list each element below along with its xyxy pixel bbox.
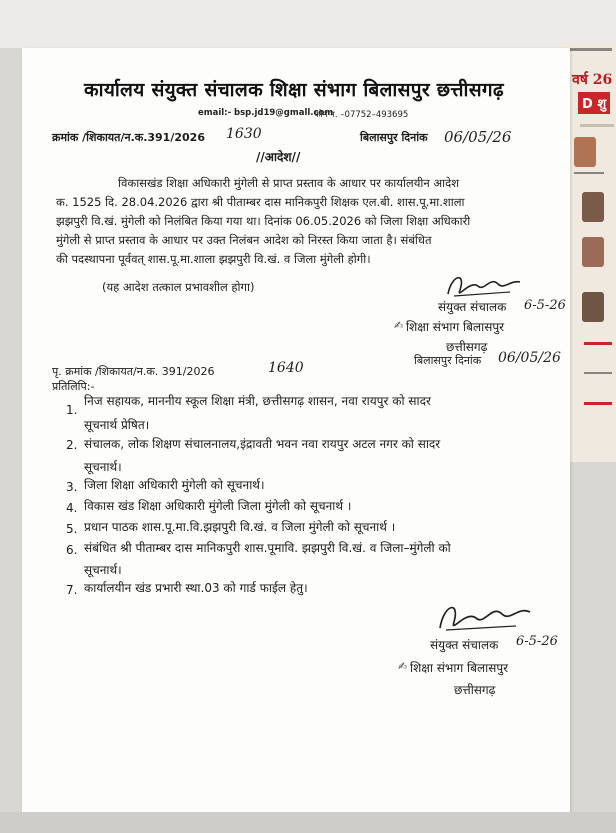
effect-note: (यह आदेश तत्काल प्रभावशील होगा)	[102, 280, 255, 294]
list-item: कार्यालयीन खंड प्रभारी स्था.03 को गार्ड फाईल हेतु।	[84, 581, 308, 595]
list-item-number: 7.	[66, 583, 78, 597]
signatory-designation-2: संयुक्त संचालक	[430, 638, 499, 652]
list-item-number: 1.	[66, 403, 78, 417]
signature-date: 6-5-26	[524, 298, 566, 313]
handwritten-number-2: 1640	[268, 360, 304, 376]
signatory-office: शिक्षा संभाग बिलासपुर	[406, 320, 505, 334]
signature-date-2: 6-5-26	[516, 634, 558, 649]
list-item-number: 6.	[66, 543, 78, 557]
list-item-number: 3.	[66, 480, 78, 494]
list-item: निज सहायक, माननीय स्कूल शिक्षा मंत्री, छत्तीसगढ़ शासन, नवा रायपुर को सादर	[84, 394, 431, 408]
list-item: प्रधान पाठक शास.पू.मा.वि.झझपुरी वि.खं. व जिला मुंगेली को सूचनार्थ ।	[84, 520, 396, 534]
list-item-number: 2.	[66, 438, 78, 452]
office-heading: कार्यालय संयुक्त संचालक शिक्षा संभाग बिलासपुर छत्तीसगढ़	[84, 79, 504, 101]
list-item-number: 5.	[66, 522, 78, 536]
newspaper-photo	[574, 137, 596, 167]
order-number: क्रमांक /शिकायत/न.क.391/2026	[52, 131, 205, 144]
order-document	[22, 48, 570, 812]
place-date-label: बिलासपुर दिनांक	[360, 131, 428, 144]
list-item: सूचनार्थ।	[84, 460, 122, 474]
signatory-state-2: छत्तीसगढ़	[454, 683, 496, 697]
handwritten-date-2: 06/05/26	[498, 350, 561, 366]
handwritten-number: 1630	[226, 126, 262, 142]
newspaper-banner: D शु	[578, 92, 610, 114]
newspaper-photo	[582, 192, 604, 222]
newspaper-photo	[582, 237, 604, 267]
newspaper-photo	[582, 292, 604, 322]
news-rule	[574, 172, 604, 174]
news-rule	[584, 342, 612, 345]
list-item: सूचनार्थ।	[84, 563, 122, 577]
office-stamp-mark: ✍	[394, 319, 404, 332]
handwritten-date: 06/05/26	[444, 128, 512, 146]
paragraph-line: क. 1525 दि. 28.04.2026 द्वारा श्री पीताम्बर दास मानिकपुरी शिक्षक एल.बी. शास.पू.मा.शाला	[56, 195, 465, 209]
list-item-number: 4.	[66, 501, 78, 515]
signatory-designation: संयुक्त संचालक	[438, 300, 507, 314]
news-rule	[584, 372, 612, 374]
signatory-state: छत्तीसगढ़	[446, 340, 488, 354]
news-rule	[564, 48, 612, 51]
copy-label: प्रतिलिपि:-	[52, 380, 95, 393]
signatory-office-2: शिक्षा संभाग बिलासपुर	[410, 661, 509, 675]
paragraph-line: विकासखंड शिक्षा अधिकारी मुंगेली से प्राप्त प्रस्ताव के आधार पर कार्यालयीन आदेश	[118, 176, 460, 190]
place-date-label-2: बिलासपुर दिनांक	[414, 354, 482, 367]
endorsement-number: पृ. क्रमांक /शिकायत/न.क. 391/2026	[52, 365, 215, 378]
list-item: संबंधित श्री पीताम्बर दास मानिकपुरी शास.पूमावि. झझपुरी वि.खं. व जिला–मुंगेली को	[84, 541, 451, 555]
newspaper-headline: वर्ष 26	[572, 72, 613, 88]
list-item: संचालक, लोक शिक्षण संचालनालय,इंद्रावती भवन नवा रायपुर अटल नगर को सादर	[84, 437, 441, 451]
news-rule	[580, 124, 614, 127]
email-label: email:-	[198, 108, 232, 118]
office-stamp-mark: ✍	[398, 660, 408, 673]
order-title: //आदेश//	[256, 150, 301, 164]
paragraph-line: की पदस्थापना पूर्ववत् शास.पू.मा.शाला झझपुरी वि.खं. व जिला मुंगेली होगी।	[56, 252, 371, 266]
phone-number: फोन न. –07752–493695	[314, 110, 409, 120]
paragraph-line: मुंगेली से प्राप्त प्रस्ताव के आधार पर उक्त निलंबन आदेश को निरस्त किया जाता है। संबंधित	[56, 233, 432, 247]
background-bottom	[0, 812, 616, 833]
news-rule	[584, 402, 612, 405]
list-item: जिला शिक्षा अधिकारी मुंगेली को सूचनार्थ।	[84, 478, 265, 492]
list-item: सूचनार्थ प्रेषित।	[84, 418, 150, 432]
list-item: विकास खंड शिक्षा अधिकारी मुंगेली जिला मुंगेली को सूचनार्थ ।	[84, 499, 352, 513]
email-address: bsp.jd19@gmall.com	[234, 108, 334, 118]
paragraph-line: झझपुरी वि.खं. मुंगेली को निलंबित किया गया था। दिनांक 06.05.2026 को जिला शिक्षा अधिकारी	[56, 214, 471, 228]
background-top	[0, 0, 616, 48]
